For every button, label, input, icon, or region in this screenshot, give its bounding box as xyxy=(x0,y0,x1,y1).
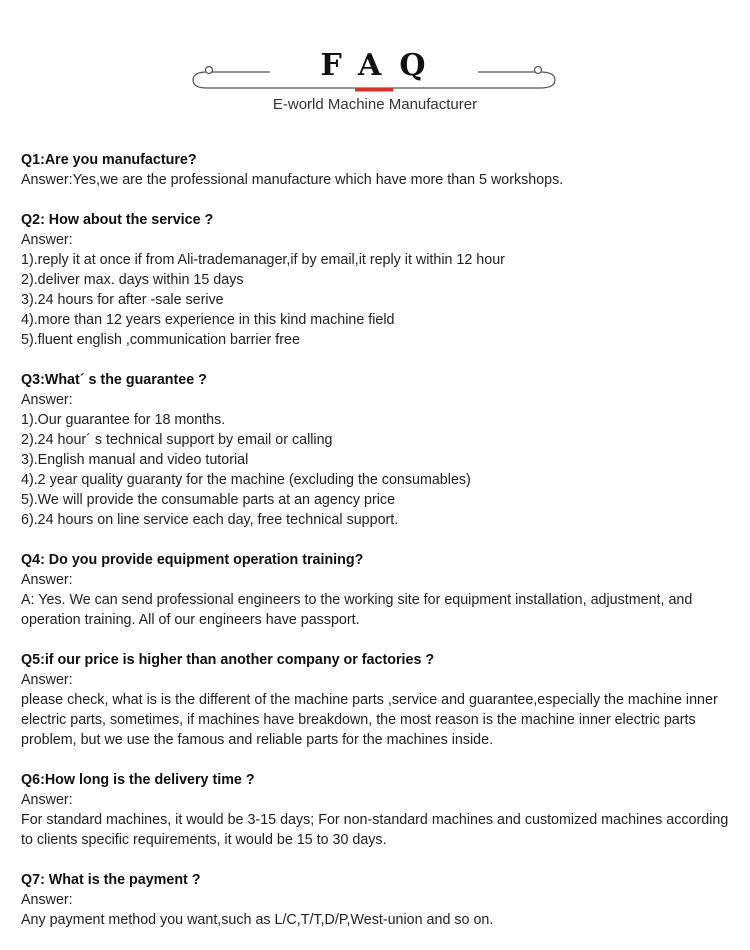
faq-answer-line: 5).We will provide the consumable parts at an agency price xyxy=(21,492,396,508)
faq-answer-line: problem, but we use the famous and reliable parts for the machines inside. xyxy=(21,732,494,748)
faq-question: Q6:How long is the delivery time ? xyxy=(21,772,255,788)
faq-answer-label: Answer: xyxy=(21,672,73,688)
faq-answer-line: 1).Our guarantee for 18 months. xyxy=(21,412,226,428)
faq-answer-line: operation training. All of our engineers have passport. xyxy=(21,612,360,628)
faq-answer-line: please check, what is is the different of the machine parts ,service and guarantee,especially the machine inner xyxy=(21,692,718,708)
faq-answer-label: Answer:Yes,we are the professional manufacture which have more than 5 workshops. xyxy=(21,172,564,188)
faq-answer-label: Answer: xyxy=(21,572,73,588)
faq-item xyxy=(21,870,733,930)
faq-question: Q7: What is the payment ? xyxy=(21,872,201,888)
faq-question: Q2: How about the service ? xyxy=(21,212,214,228)
faq-answer-line: 4).more than 12 years experience in this kind machine field xyxy=(21,312,395,328)
faq-question: Q1:Are you manufacture? xyxy=(21,152,197,168)
faq-list xyxy=(21,150,733,950)
faq-answer-line: 1).reply it at once if from Ali-trademanager,if by email,it reply it within 12 hour xyxy=(21,252,505,268)
faq-answer-label: Answer: xyxy=(21,392,73,408)
faq-question: Q3:What´ s the guarantee ? xyxy=(21,372,207,388)
faq-answer-line: 5).fluent english ,communication barrier free xyxy=(21,332,300,348)
page-subtitle: E-world Machine Manufacturer xyxy=(272,96,478,113)
faq-question: Q5:if our price is higher than another company or factories ? xyxy=(21,652,435,668)
faq-item xyxy=(21,210,733,350)
faq-answer-line: 6).24 hours on line service each day, free technical support. xyxy=(21,512,399,528)
faq-answer-line: 4).2 year quality guaranty for the machine (excluding the consumables) xyxy=(21,472,471,488)
faq-item xyxy=(21,550,733,630)
faq-answer-line: 2).deliver max. days within 15 days xyxy=(21,272,244,288)
faq-answer-line: A: Yes. We can send professional engineers to the working site for equipment installation, adjustment, and xyxy=(21,592,693,608)
faq-answer-line: For standard machines, it would be 3-15 days; For non-standard machines and customized machines according xyxy=(21,812,729,828)
faq-answer-line: 2).24 hour´ s technical support by email or calling xyxy=(21,432,333,448)
faq-header xyxy=(0,0,750,120)
faq-answer-label: Answer: xyxy=(21,892,73,908)
faq-answer-line: 3).English manual and video tutorial xyxy=(21,452,249,468)
faq-answer-line: electric parts, sometimes, if machines have breakdown, the most reason is the machine inner electric parts xyxy=(21,712,696,728)
faq-answer-label: Answer: xyxy=(21,232,73,248)
faq-answer-line: to clients specific requirements, it would be 15 to 30 days. xyxy=(21,832,387,848)
faq-question: Q4: Do you provide equipment operation training? xyxy=(21,552,364,568)
faq-item xyxy=(21,150,733,190)
faq-answer-line: Any payment method you want,such as L/C,T/T,D/P,West-union and so on. xyxy=(21,912,494,928)
faq-item xyxy=(21,770,733,850)
faq-answer-line: 3).24 hours for after -sale serive xyxy=(21,292,224,308)
faq-item xyxy=(21,650,733,750)
faq-answer-label: Answer: xyxy=(21,792,73,808)
page-title: FAQ xyxy=(320,48,444,83)
faq-item xyxy=(21,370,733,530)
